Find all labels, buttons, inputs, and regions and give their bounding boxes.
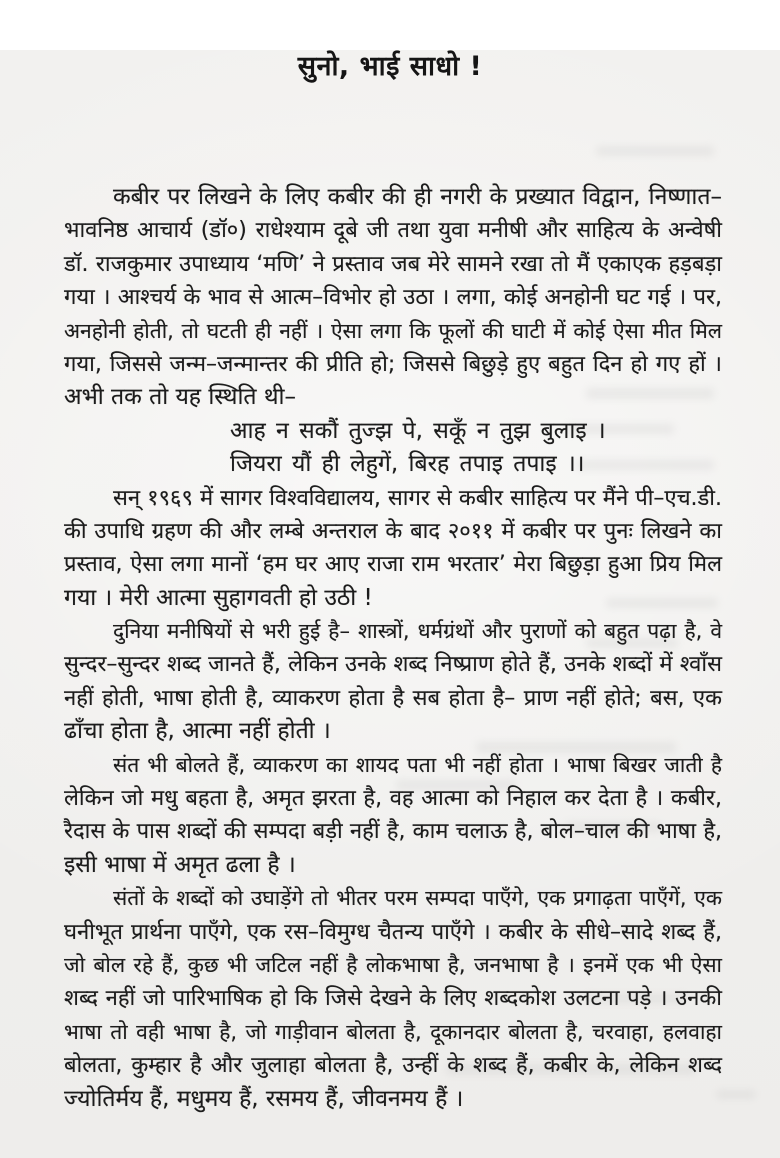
text-line: गया, जिससे जन्म–जन्मान्तर की प्रीति हो; जिससे बिछुड़े हुए बहुत दिन हो गए हों । — [64, 351, 722, 377]
text-line: बोलता, कुम्हार है और जुलाहा बोलता है, उन्हीं के शब्द हैं, कबीर के, लेकिन शब्द — [64, 1053, 722, 1079]
text-line: ज्योतिर्मय हैं, मधुमय हैं, रसमय हैं, जीवनमय हैं । — [64, 1085, 464, 1112]
text-line: संतों के शब्दों को उघाड़ेंगे तो भीतर परम सम्पदा पाएँगे, एक प्रगाढ़ता पाएँगें, एक — [113, 886, 722, 911]
text-line: ढाँचा होता है, आत्मा नहीं होती । — [64, 718, 331, 745]
showthrough-smudge — [596, 146, 714, 156]
body-text — [64, 181, 722, 1116]
text-line: घनीभूत प्रार्थना पाएँगे, एक रस–विमुग्ध चैतन्य पाएँगे । कबीर के सीधे–सादे शब्द हैं, — [64, 919, 722, 945]
text-line: सन् १९६९ में सागर विश्वविद्यालय, सागर से कबीर साहित्य पर मैंने पी–एच.डी. — [113, 485, 722, 511]
text-line: की उपाधि ग्रहण की और लम्बे अन्तराल के बाद २०११ में कबीर पर पुनः लिखने का — [64, 518, 722, 544]
text-line: भावनिष्ठ आचार्य (डॉ०) राधेश्याम दूबे जी तथा युवा मनीषी और साहित्य के अन्वेषी — [64, 218, 722, 244]
text-line: डॉ. राजकुमार उपाध्याय ‘मणि’ ने प्रस्ताव जब मेरे सामने रखा तो मैं एकाएक हड़बड़ा — [64, 251, 722, 277]
scanned-page — [0, 50, 780, 1158]
text-line: नहीं होती, भाषा होती है, व्याकरण होता है सब होता है– प्राण नहीं होते; बस, एक — [64, 685, 722, 711]
text-line: इसी भाषा में अमृत ढला है । — [64, 851, 296, 878]
text-line: शब्द नहीं जो पारिभाषिक हो कि जिसे देखने के लिए शब्दकोश उलटना पड़े । उनकी — [64, 986, 722, 1012]
text-line: गया । आश्चर्य के भाव से आत्म–विभोर हो उठा । लगा, कोई अनहोनी घट गई । पर, — [64, 285, 722, 311]
text-line: भाषा तो वही भाषा है, जो गाड़ीवान बोलता है, दूकानदार बोलता है, चरवाहा, हलवाहा — [64, 1019, 722, 1044]
text-line: अनहोनी होती, तो घटती ही नहीं । ऐसा लगा कि फूलों की घाटी में कोई ऐसा मीत मिल — [64, 318, 722, 343]
text-line: जो बोल रहे हैं, कुछ भी जटिल नहीं है लोकभाषा है, जनभाषा है । इनमें एक भी ऐसा — [64, 952, 722, 977]
text-line: सुन्दर–सुन्दर शब्द जानते हैं, लेकिन उनके शब्द निष्प्राण होते हैं, उनके शब्दों में श्वाँस — [64, 652, 722, 678]
text-line: कबीर पर लिखने के लिए कबीर की ही नगरी के प्रख्यात विद्वान, निष्णात– — [113, 184, 722, 210]
text-line: रैदास के पास शब्दों की सम्पदा बड़ी नहीं है, काम चलाऊ है, बोल–चाल की भाषा है, — [64, 819, 722, 845]
text-line: लेकिन जो मधु बहता है, अमृत झरता है, वह आत्मा को निहाल कर देता है । कबीर, — [64, 786, 722, 812]
showthrough-smudge — [716, 1090, 756, 1099]
text-line: अभी तक तो यह स्थिति थी– — [64, 384, 297, 411]
page-title: सुनो, भाई साधो ! — [297, 51, 483, 82]
text-line: गया । मेरी आत्मा सुहागवती हो उठी ! — [64, 584, 373, 611]
text-line: संत भी बोलते हैं, व्याकरण का शायद पता भी नहीं होता । भाषा बिखर जाती है — [113, 752, 722, 777]
text-line: दुनिया मनीषियों से भरी हुई है– शास्त्रों, धर्मग्रंथों और पुराणों को बहुत पढ़ा है, वे — [113, 619, 722, 644]
text-line: प्रस्ताव, ऐसा लगा मानों ‘हम घर आए राजा राम भरतार’ मेरा बिछुड़ा हुआ प्रिय मिल — [64, 552, 722, 578]
text-line: जियरा यौं ही लेहुगें, बिरह तपाइ तपाइ ।। — [230, 451, 585, 478]
text-line: आह न सकौं तुज्झ पे, सकूँ न तुझ बुलाइ । — [230, 417, 606, 444]
